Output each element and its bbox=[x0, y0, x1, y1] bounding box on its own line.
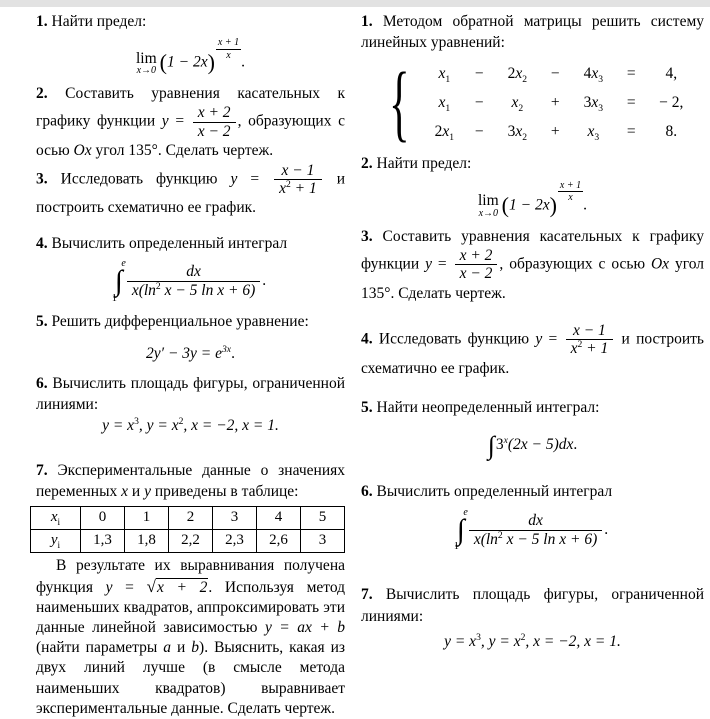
axis-label: Ox bbox=[650, 255, 670, 273]
row-header-x: $x_i$ bbox=[31, 506, 81, 529]
table-cell: 1,8 bbox=[125, 529, 169, 552]
problem-number: 6. bbox=[36, 374, 48, 392]
limit-formula-right: lim x→0 (1 − 2x) $\frac{x + 1}{x}$ . bbox=[478, 179, 587, 219]
problem-number: 7. bbox=[361, 586, 373, 604]
exponent-fraction: $\frac{x + 1}{x}$ bbox=[559, 179, 582, 204]
equals-sign: = bbox=[626, 64, 636, 82]
problem-2-right: 2. Найти предел: bbox=[361, 155, 472, 173]
problem-7-right: 7. Вычислить площадь фигуры, ограниченной линиями: bbox=[361, 586, 704, 625]
problem-number: 4. bbox=[36, 234, 48, 252]
table-cell: 1 bbox=[125, 506, 169, 529]
table-cell: 3 bbox=[301, 529, 345, 552]
limit-formula-left: lim x→0 (1 − 2x) $\frac{x + 1}{x}$ . bbox=[136, 37, 245, 77]
lim-subscript: x→0 bbox=[478, 207, 499, 219]
term: $x_3$ bbox=[587, 122, 600, 143]
radicand: x + 2 bbox=[156, 578, 208, 596]
integral-sign: e ∫ 1 bbox=[453, 506, 468, 553]
table-row-y bbox=[31, 529, 345, 552]
problem-number: 1. bbox=[361, 13, 373, 30]
problem-5-right: 5. Найти неопределенный интеграл: bbox=[361, 399, 600, 417]
problem-number: 7. bbox=[36, 461, 48, 479]
linear-model: y = ax + b bbox=[264, 619, 345, 637]
integrand-fraction: $\frac{dx}{x(\ln^2 x - 5 \ln x + 6)}$ bbox=[469, 512, 602, 548]
problem-number: 3. bbox=[361, 227, 373, 245]
operator: − bbox=[474, 93, 484, 111]
left-column bbox=[36, 11, 345, 719]
table-cell: 2 bbox=[169, 506, 213, 529]
exponent-fraction: $\frac{x + 1}{x}$ bbox=[217, 37, 240, 61]
problem-5-left: 5. Решить дифференциальное уравнение: bbox=[36, 312, 309, 330]
inline-fraction: $\frac{x + 2}{x - 2}$ bbox=[193, 104, 236, 140]
definite-integral-left: e ∫ 1 $\frac{dx}{x(\ln^2 x - 5 \ln x + 6)}$ . bbox=[111, 258, 267, 304]
term: $3x_2$ bbox=[507, 122, 527, 143]
top-strip bbox=[0, 0, 710, 7]
term: $x_1$ bbox=[438, 64, 451, 85]
problem-2-left: 2. Составить уравнения касательных к графику функции y = $\frac{x + 2}{x - 2}$ , образующих с осью Ox угол 135°. Сделать чертеж. bbox=[36, 85, 346, 160]
integral-sign: e ∫ 1 bbox=[111, 258, 126, 304]
operator: − bbox=[474, 64, 484, 82]
problem-number: 5. bbox=[36, 312, 48, 330]
table-cell: 2,2 bbox=[169, 529, 213, 552]
upper-limit: e bbox=[463, 506, 468, 518]
definite-integral-right: e ∫ 1 $\frac{dx}{x(\ln^2 x - 5 \ln x + 6)}$ . bbox=[453, 506, 609, 553]
ode-formula: $2y' - 3y = e^{3x}$. bbox=[146, 343, 235, 363]
lower-limit: 1 bbox=[111, 292, 117, 304]
axis-label: Ox bbox=[73, 142, 92, 160]
inline-fraction: $\frac{x - 1}{x^2 + 1}$ bbox=[274, 162, 322, 198]
table-cell: 0 bbox=[81, 506, 125, 529]
close-paren: ) bbox=[549, 192, 557, 218]
open-paren: ( bbox=[159, 49, 167, 75]
term: $2x_2$ bbox=[507, 64, 527, 85]
rhs-value: 4, bbox=[665, 64, 678, 82]
operator: + bbox=[550, 122, 560, 140]
right-column bbox=[361, 11, 704, 719]
lower-limit: 1 bbox=[453, 541, 459, 553]
problem-3-right: 3. Составить уравнения касательных к графику функции y = $\frac{x + 2}{x - 2}$ , образующих с осью Ox угол 135°. Сделать чертеж. bbox=[361, 227, 704, 302]
table-cell: 2,3 bbox=[213, 529, 257, 552]
problem-6-left: 6. Вычислить площадь фигуры, ограниченной линиями: bbox=[36, 374, 345, 413]
limit-base: 1 − 2x bbox=[167, 53, 208, 71]
curves-formula-left: $y = x^3$, $y = x^2$, x = −2, x = 1. bbox=[102, 416, 279, 435]
lim-operator: lim x→0 bbox=[136, 49, 157, 77]
table-cell: 2,6 bbox=[257, 529, 301, 552]
equals-sign: = bbox=[626, 122, 636, 140]
table-cell: 5 bbox=[301, 506, 345, 529]
system-brace: { bbox=[389, 53, 410, 150]
experimental-data-table bbox=[30, 506, 345, 553]
term: $x_1$ bbox=[438, 93, 451, 114]
limit-base: 1 − 2x bbox=[509, 196, 550, 214]
table-cell: 4 bbox=[257, 506, 301, 529]
equals-sign: = bbox=[626, 93, 636, 111]
approximation-paragraph: В результате их выравнивания получена функция y = √x + 2. Используя метод наименьших квадратов, аппроксимировать эти данные линейной зависимостью y = ax + b (найти параметры a и b). Выяснить, какая из двух линий лучше (в смысле метода наименьших квадратов) выравнивает экспериментальные данные. Сделать чертеж. bbox=[36, 556, 346, 717]
term: $2x_1$ bbox=[434, 122, 454, 143]
integrand-fraction: $\frac{dx}{x(\ln^2 x - 5 \ln x + 6)}$ bbox=[127, 263, 260, 299]
problem-6-right: 6. Вычислить определенный интеграл bbox=[361, 483, 613, 501]
term: $4x_3$ bbox=[583, 64, 603, 85]
term: $x_2$ bbox=[511, 93, 524, 114]
problem-1-left bbox=[36, 11, 345, 32]
term: $3x_3$ bbox=[583, 93, 603, 114]
table-row-x bbox=[31, 506, 345, 529]
integral-sign: ∫ bbox=[487, 431, 495, 461]
row-header-y: $y_i$ bbox=[31, 529, 81, 552]
inline-fraction: $\frac{x - 1}{x^2 + 1}$ bbox=[566, 322, 614, 358]
problem-number: 4. bbox=[361, 330, 373, 348]
problem-7-left: 7. Экспериментальные данные о значениях переменных x и y приведены в таблице: bbox=[36, 461, 345, 501]
inline-fraction: $\frac{x + 2}{x - 2}$ bbox=[455, 247, 498, 283]
indefinite-integral-formula: $\int 3^x(2x - 5)dx$. bbox=[487, 431, 578, 461]
problem-1-right: 1. Методом обратной матрицы решить систему линейных уравнений: bbox=[361, 13, 705, 52]
lim-subscript: x→0 bbox=[136, 65, 157, 77]
problem-4-right: 4. Исследовать функцию y = $\frac{x - 1}{x^2 + 1}$ и построить схематично ее график. bbox=[361, 321, 705, 377]
problem-number: 1. bbox=[36, 13, 48, 30]
problem-number: 3. bbox=[36, 169, 48, 187]
table-cell: 3 bbox=[213, 506, 257, 529]
problem-3-left: 3. Исследовать функцию y = $\frac{x - 1}{x^2 + 1}$ и построить схематично ее график. bbox=[36, 161, 346, 217]
two-column-document bbox=[0, 7, 710, 719]
operator: − bbox=[550, 64, 560, 82]
table-cell: 1,3 bbox=[81, 529, 125, 552]
problem-4-left: 4. Вычислить определенный интеграл bbox=[36, 234, 288, 252]
problem-number: 2. bbox=[36, 85, 48, 103]
close-paren: ) bbox=[207, 49, 215, 75]
system-of-equations bbox=[389, 53, 704, 150]
problem-number: 2. bbox=[361, 155, 373, 173]
rhs-value: 8. bbox=[665, 122, 678, 140]
curves-formula-right: $y = x^3$, $y = x^2$, x = −2, x = 1. bbox=[444, 632, 621, 651]
problem-number: 6. bbox=[361, 483, 373, 501]
upper-limit: e bbox=[121, 258, 126, 269]
sqrt-sign: √ bbox=[146, 576, 156, 596]
operator: + bbox=[550, 93, 560, 111]
rhs-value: − 2, bbox=[659, 93, 684, 111]
lim-operator: lim x→0 bbox=[478, 192, 499, 219]
problem-text: Найти предел: bbox=[51, 13, 147, 30]
open-paren: ( bbox=[501, 192, 509, 218]
problem-number: 5. bbox=[361, 399, 373, 417]
operator: − bbox=[474, 122, 484, 140]
